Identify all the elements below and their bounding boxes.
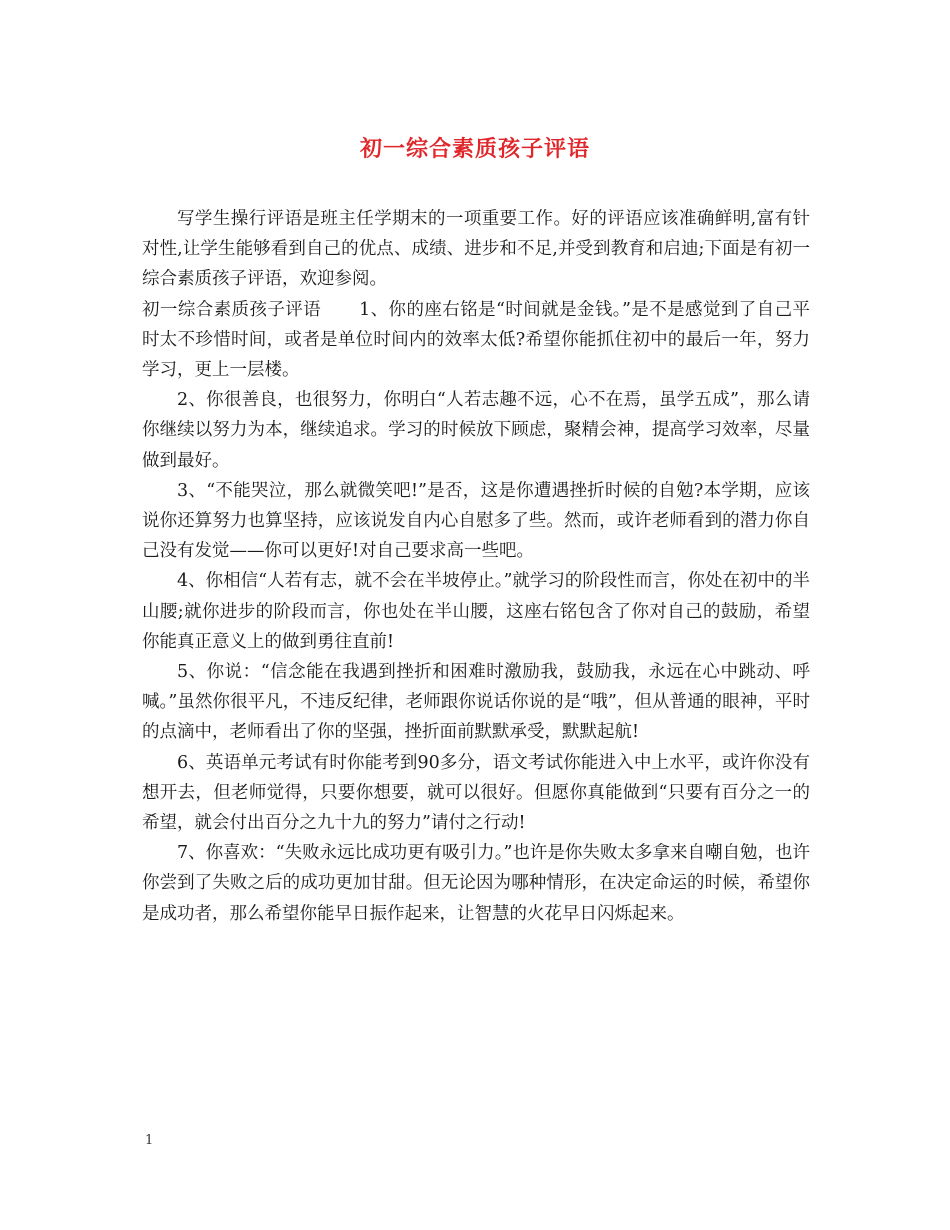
comment-paragraph-1	[142, 295, 810, 386]
comment-paragraph-2: 2、你很善良，也很努力，你明白“人若志趣不远，心不在焉，虽学五成”，那么请你继续以努力为本，继续追求。学习的时候放下顾虑，聚精会神，提高学习效率，尽量做到最好。	[142, 390, 810, 471]
page-number: 1	[145, 1133, 154, 1148]
comment-paragraph-6: 6、英语单元考试有时你能考到90多分，语文考试你能进入中上水平，或许你没有想开去，但老师觉得，只要你想要，就可以很好。但愿你真能做到“只要有百分之一的希望，就会付出百分之九十九的努力”请付之行动!	[142, 752, 810, 834]
document-title: 初一综合素质孩子评语	[359, 137, 590, 162]
comment-paragraph-7: 7、你喜欢：“失败永远比成功更有吸引力。”也许是你失败太多拿来自嘲自勉，也许你尝到了失败之后的成功更加甘甜。但无论因为哪种情形，在决定命运的时候，希望你是成功者，那么希望你能早日振作起来，让智慧的火花早日闪烁起来。	[142, 843, 810, 924]
comment-paragraph-5: 5、你说：“信念能在我遇到挫折和困难时激励我，鼓励我，永远在心中跳动、呼喊。”虽然你很平凡，不违反纪律，老师跟你说话你说的是“哦”，但从普通的眼神，平时的点滴中，老师看出了你的坚强，挫折面前默默承受，默默起航!	[142, 662, 810, 743]
comment-paragraph-4: 4、你相信“人若有志，就不会在半坡停止。”就学习的阶段性而言，你处在初中的半山腰;就你进步的阶段而言，你也处在半山腰，这座右铭包含了你对自己的鼓励，希望你能真正意义上的做到勇往直前!	[142, 571, 810, 652]
comment-paragraph-3: 3、“不能哭泣，那么就微笑吧!”是否，这是你遭遇挫折时候的自勉?本学期，应该说你还算努力也算坚持，应该说发自内心自慰多了些。然而，或许老师看到的潜力你自己没有发觉——你可以更好!对自己要求高一些吧。	[142, 480, 810, 562]
intro-paragraph: 写学生操行评语是班主任学期末的一项重要工作。好的评语应该准确鲜明,富有针对性,让学生能够看到自己的优点、成绩、进步和不足,并受到教育和启迪;下面是有初一综合素质孩子评语，欢迎参阅。	[142, 209, 810, 290]
section-label: 初一综合素质孩子评语	[142, 299, 322, 320]
document-body	[142, 204, 810, 929]
comment-text-1: 1、你的座右铭是“时间就是金钱。”是不是感觉到了自己平时太不珍惜时间，或者是单位时间内的效率太低?希望你能抓住初中的最后一年，努力学习，更上一层楼。	[142, 299, 810, 381]
